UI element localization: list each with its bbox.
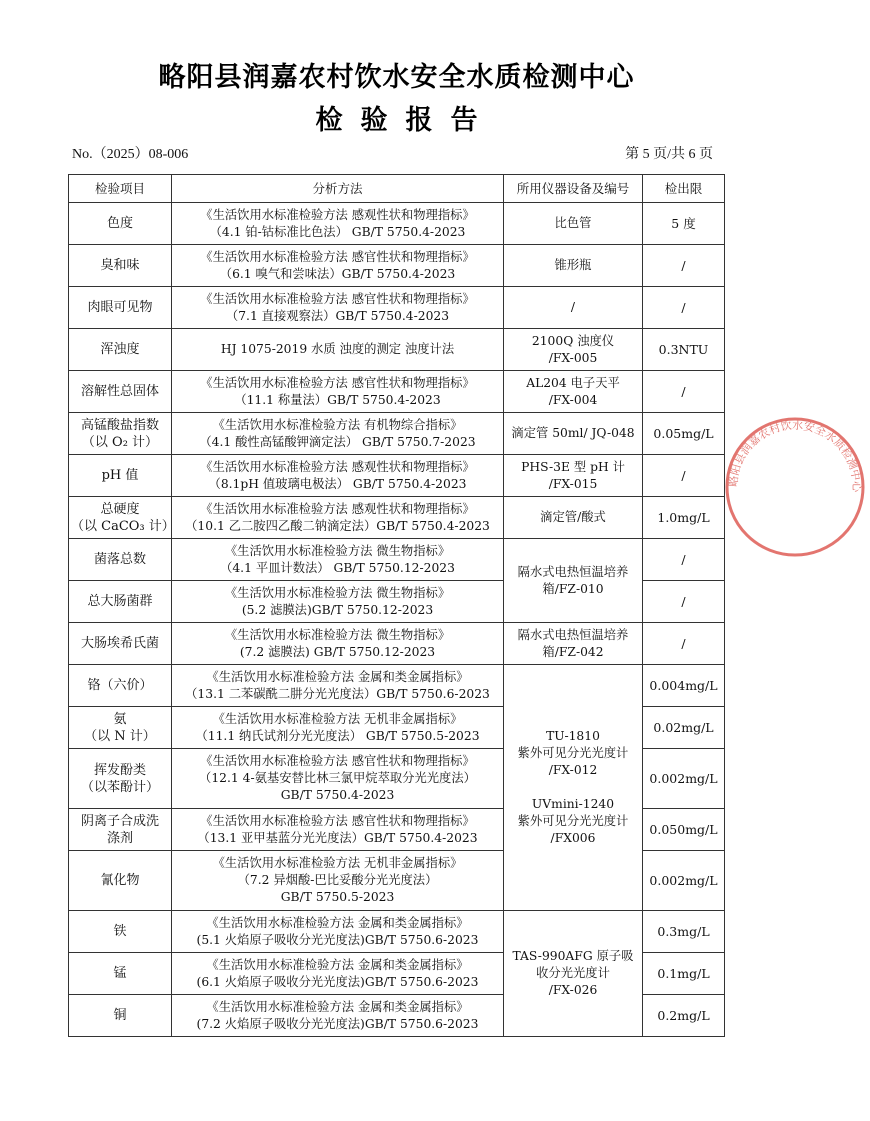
method-cell: 《生活饮用水标准检验方法 感官性状和物理指标》 （12.1 4-氨基安替比林三氯甲烷萃取分光光度法） GB/T 5750.4-2023: [172, 749, 504, 809]
table-row: [69, 287, 725, 329]
instrument-cell: AL204 电子天平 /FX-004: [504, 371, 643, 413]
method-cell: HJ 1075-2019 水质 浊度的测定 浊度计法: [172, 329, 504, 371]
table-row: [69, 371, 725, 413]
inspection-table: [68, 174, 725, 1037]
limit-cell: 5 度: [643, 203, 725, 245]
table-row: [69, 329, 725, 371]
table-row: [69, 623, 725, 665]
limit-cell: /: [643, 371, 725, 413]
instrument-cell: 锥形瓶: [504, 245, 643, 287]
item-cell: 臭和味: [69, 245, 172, 287]
table-header-row: [69, 175, 725, 203]
table-row: [69, 911, 725, 953]
method-cell: 《生活饮用水标准检验方法 金属和类金属指标》 (5.1 火焰原子吸收分光光度法)GB/T 5750.6-2023: [172, 911, 504, 953]
item-cell: 铜: [69, 995, 172, 1037]
limit-cell: 0.050mg/L: [643, 809, 725, 851]
method-cell: 《生活饮用水标准检验方法 感官性状和物理指标》 （6.1 嗅气和尝味法）GB/T 5750.4-2023: [172, 245, 504, 287]
method-cell: 《生活饮用水标准检验方法 感官性状和物理指标》 （13.1 亚甲基蓝分光光度法）GB/T 5750.4-2023: [172, 809, 504, 851]
limit-cell: /: [643, 455, 725, 497]
method-cell: 《生活饮用水标准检验方法 无机非金属指标》 （7.2 异烟酸-巴比妥酸分光光度法） GB/T 5750.5-2023: [172, 851, 504, 911]
limit-cell: 0.02mg/L: [643, 707, 725, 749]
limit-cell: 0.1mg/L: [643, 953, 725, 995]
report-number: No.（2025）08-006: [72, 147, 189, 162]
header-item: 检验项目: [69, 175, 172, 203]
instrument-cell: TU-1810 紫外可见分光光度计 /FX-012 UVmini-1240 紫外可见分光光度计 /FX006: [504, 665, 643, 911]
limit-cell: /: [643, 287, 725, 329]
limit-cell: /: [643, 245, 725, 287]
table-row: [69, 665, 725, 707]
method-cell: 《生活饮用水标准检验方法 感观性状和物理指标》 （10.1 乙二胺四乙酸二钠滴定法）GB/T 5750.4-2023: [172, 497, 504, 539]
limit-cell: /: [643, 623, 725, 665]
method-cell: 《生活饮用水标准检验方法 感官性状和物理指标》 （11.1 称量法）GB/T 5750.4-2023: [172, 371, 504, 413]
doc-title: 检验报告: [315, 105, 496, 136]
instrument-cell: 滴定管/酸式: [504, 497, 643, 539]
limit-cell: 0.004mg/L: [643, 665, 725, 707]
item-cell: 锰: [69, 953, 172, 995]
method-cell: 《生活饮用水标准检验方法 金属和类金属指标》 (7.2 火焰原子吸收分光光度法)GB/T 5750.6-2023: [172, 995, 504, 1037]
method-cell: 《生活饮用水标准检验方法 感官性状和物理指标》 （7.1 直接观察法）GB/T 5750.4-2023: [172, 287, 504, 329]
instrument-cell: 滴定管 50ml/ JQ-048: [504, 413, 643, 455]
table-row: [69, 413, 725, 455]
table-row: [69, 203, 725, 245]
instrument-cell: 比色管: [504, 203, 643, 245]
item-cell: 阴离子合成洗 涤剂: [69, 809, 172, 851]
item-cell: 大肠埃希氏菌: [69, 623, 172, 665]
method-cell: 《生活饮用水标准检验方法 感观性状和物理指标》 （8.1pH 值玻璃电极法） GB/T 5750.4-2023: [172, 455, 504, 497]
official-seal-stamp: [720, 412, 870, 562]
limit-cell: 0.2mg/L: [643, 995, 725, 1037]
method-cell: 《生活饮用水标准检验方法 金属和类金属指标》 （13.1 二苯碳酰二肼分光光度法）GB/T 5750.6-2023: [172, 665, 504, 707]
instrument-cell: TAS-990AFG 原子吸 收分光光度计 /FX-026: [504, 911, 643, 1037]
method-cell: 《生活饮用水标准检验方法 感观性状和物理指标》 （4.1 铂-钴标准比色法） GB/T 5750.4-2023: [172, 203, 504, 245]
item-cell: 挥发酚类 （以苯酚计）: [69, 749, 172, 809]
limit-cell: /: [643, 539, 725, 581]
org-title: 略阳县润嘉农村饮水安全水质检测中心: [158, 62, 635, 93]
header-limit: 检出限: [643, 175, 725, 203]
item-cell: 总大肠菌群: [69, 581, 172, 623]
limit-cell: /: [643, 581, 725, 623]
seal-text: 略阳县润嘉农村饮水安全水质检测中心: [726, 418, 864, 493]
item-cell: 色度: [69, 203, 172, 245]
item-cell: 总硬度 （以 CaCO₃ 计）: [69, 497, 172, 539]
method-cell: 《生活饮用水标准检验方法 无机非金属指标》 （11.1 纳氏试剂分光光度法） GB/T 5750.5-2023: [172, 707, 504, 749]
method-cell: 《生活饮用水标准检验方法 有机物综合指标》 （4.1 酸性高锰酸钾滴定法） GB/T 5750.7-2023: [172, 413, 504, 455]
item-cell: 溶解性总固体: [69, 371, 172, 413]
instrument-cell: 2100Q 浊度仪 /FX-005: [504, 329, 643, 371]
method-cell: 《生活饮用水标准检验方法 微生物指标》 (7.2 滤膜法) GB/T 5750.12-2023: [172, 623, 504, 665]
limit-cell: 0.3NTU: [643, 329, 725, 371]
item-cell: 高锰酸盐指数 （以 O₂ 计）: [69, 413, 172, 455]
item-cell: 铁: [69, 911, 172, 953]
instrument-cell: 隔水式电热恒温培养 箱/FZ-010: [504, 539, 643, 623]
item-cell: 氰化物: [69, 851, 172, 911]
header-method: 分析方法: [172, 175, 504, 203]
item-cell: pH 值: [69, 455, 172, 497]
header-instrument: 所用仪器设备及编号: [504, 175, 643, 203]
limit-cell: 0.05mg/L: [643, 413, 725, 455]
method-cell: 《生活饮用水标准检验方法 微生物指标》 (5.2 滤膜法)GB/T 5750.12-2023: [172, 581, 504, 623]
instrument-cell: /: [504, 287, 643, 329]
item-cell: 肉眼可见物: [69, 287, 172, 329]
table-row: [69, 497, 725, 539]
limit-cell: 0.002mg/L: [643, 749, 725, 809]
item-cell: 铬（六价）: [69, 665, 172, 707]
table-row: [69, 245, 725, 287]
item-cell: 氨 （以 N 计）: [69, 707, 172, 749]
limit-cell: 0.002mg/L: [643, 851, 725, 911]
method-cell: 《生活饮用水标准检验方法 微生物指标》 （4.1 平皿计数法） GB/T 5750.12-2023: [172, 539, 504, 581]
limit-cell: 0.3mg/L: [643, 911, 725, 953]
page-info: 第 5 页/共 6 页: [625, 147, 713, 162]
method-cell: 《生活饮用水标准检验方法 金属和类金属指标》 (6.1 火焰原子吸收分光光度法)GB/T 5750.6-2023: [172, 953, 504, 995]
item-cell: 浑浊度: [69, 329, 172, 371]
instrument-cell: 隔水式电热恒温培养 箱/FZ-042: [504, 623, 643, 665]
table-row: [69, 539, 725, 581]
instrument-cell: PHS-3E 型 pH 计 /FX-015: [504, 455, 643, 497]
limit-cell: 1.0mg/L: [643, 497, 725, 539]
svg-text:略阳县润嘉农村饮水安全水质检测中心: [727, 418, 864, 493]
item-cell: 菌落总数: [69, 539, 172, 581]
table-row: [69, 455, 725, 497]
